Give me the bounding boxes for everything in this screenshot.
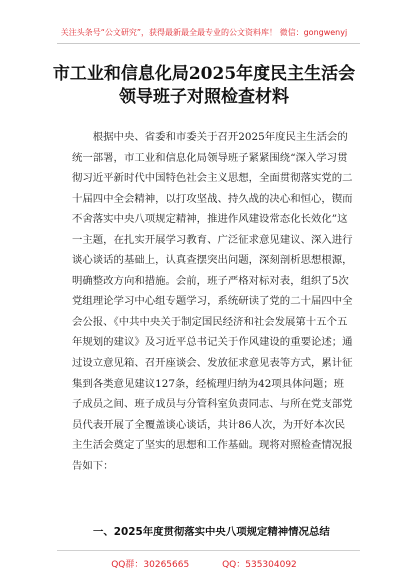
body-line: 谈心谈话的基础上，认真查摆突出问题，深刻剖析思想根源， xyxy=(72,254,353,267)
body-line: 明确整改方向和措施。会前，班子严格对标对表，组织了5次 xyxy=(72,274,349,287)
body-line: 不舍落实中央八项规定精神，推进作风建设常态化长效化”这 xyxy=(72,213,348,226)
body-line: 统一部署，市工业和信息化局领导班子紧紧围绕“深入学习贯 xyxy=(72,151,348,164)
body-line: 党组理论学习中心组专题学习，系统研读了党的二十届四中全 xyxy=(72,295,353,308)
body-line: 告如下： xyxy=(72,459,114,472)
body-line: 员代表开展了全覆盖谈心谈话，共计86人次，为开好本次民 xyxy=(72,418,345,431)
body-paragraph xyxy=(72,127,357,476)
body-line: 年规划的建议》及习近平总书记关于作风建设的重要论述；通 xyxy=(72,336,353,349)
body-line: 主生活会奠定了坚实的思想和工作基础。现将对照检查情况报 xyxy=(72,439,353,452)
footer-divider xyxy=(57,550,360,551)
body-line: 子成员之间、班子成员与分管科室负责同志、与所在党支部党 xyxy=(72,398,353,411)
section-heading: 一、2025年度贯彻落实中央八项规定精神情况总结 xyxy=(93,526,330,538)
header-divider xyxy=(57,43,360,44)
body-line: 十届四中全会精神，以打攻坚战、持久战的决心和恒心，锲而 xyxy=(72,192,353,205)
header-promo-note: 关注头条号“公文研究”，获得最新最全最专业的公文资料库！ 微信：gongwenyj xyxy=(60,28,348,37)
body-line: 过设立意见箱、召开座谈会、发放征求意见表等方式，累计征 xyxy=(72,357,353,370)
body-line: 集到各类意见建议127条，经梳理归纳为42项具体问题；班 xyxy=(72,377,345,390)
document-title xyxy=(0,63,408,109)
title-line-2: 领导班子对照检查材料 xyxy=(119,87,289,107)
footer-contact xyxy=(0,557,408,570)
body-line: 会公报、《中共中央关于制定国民经济和社会发展第十五个五 xyxy=(72,315,348,328)
title-line-1: 市工业和信息化局2025年度民主生活会 xyxy=(52,64,356,84)
footer-qq: QQ：535304092 xyxy=(222,560,297,570)
body-line: 根据中央、省委和市委关于召开2025年度民主生活会的 xyxy=(72,131,348,143)
body-line: 彻习近平新时代中国特色社会主义思想，全面贯彻落实党的二 xyxy=(72,172,353,185)
footer-qq-group: QQ群：30265665 xyxy=(111,560,190,570)
body-line: 一主题，在扎实开展学习教育、广泛征求意见建议、深入进行 xyxy=(72,233,353,246)
